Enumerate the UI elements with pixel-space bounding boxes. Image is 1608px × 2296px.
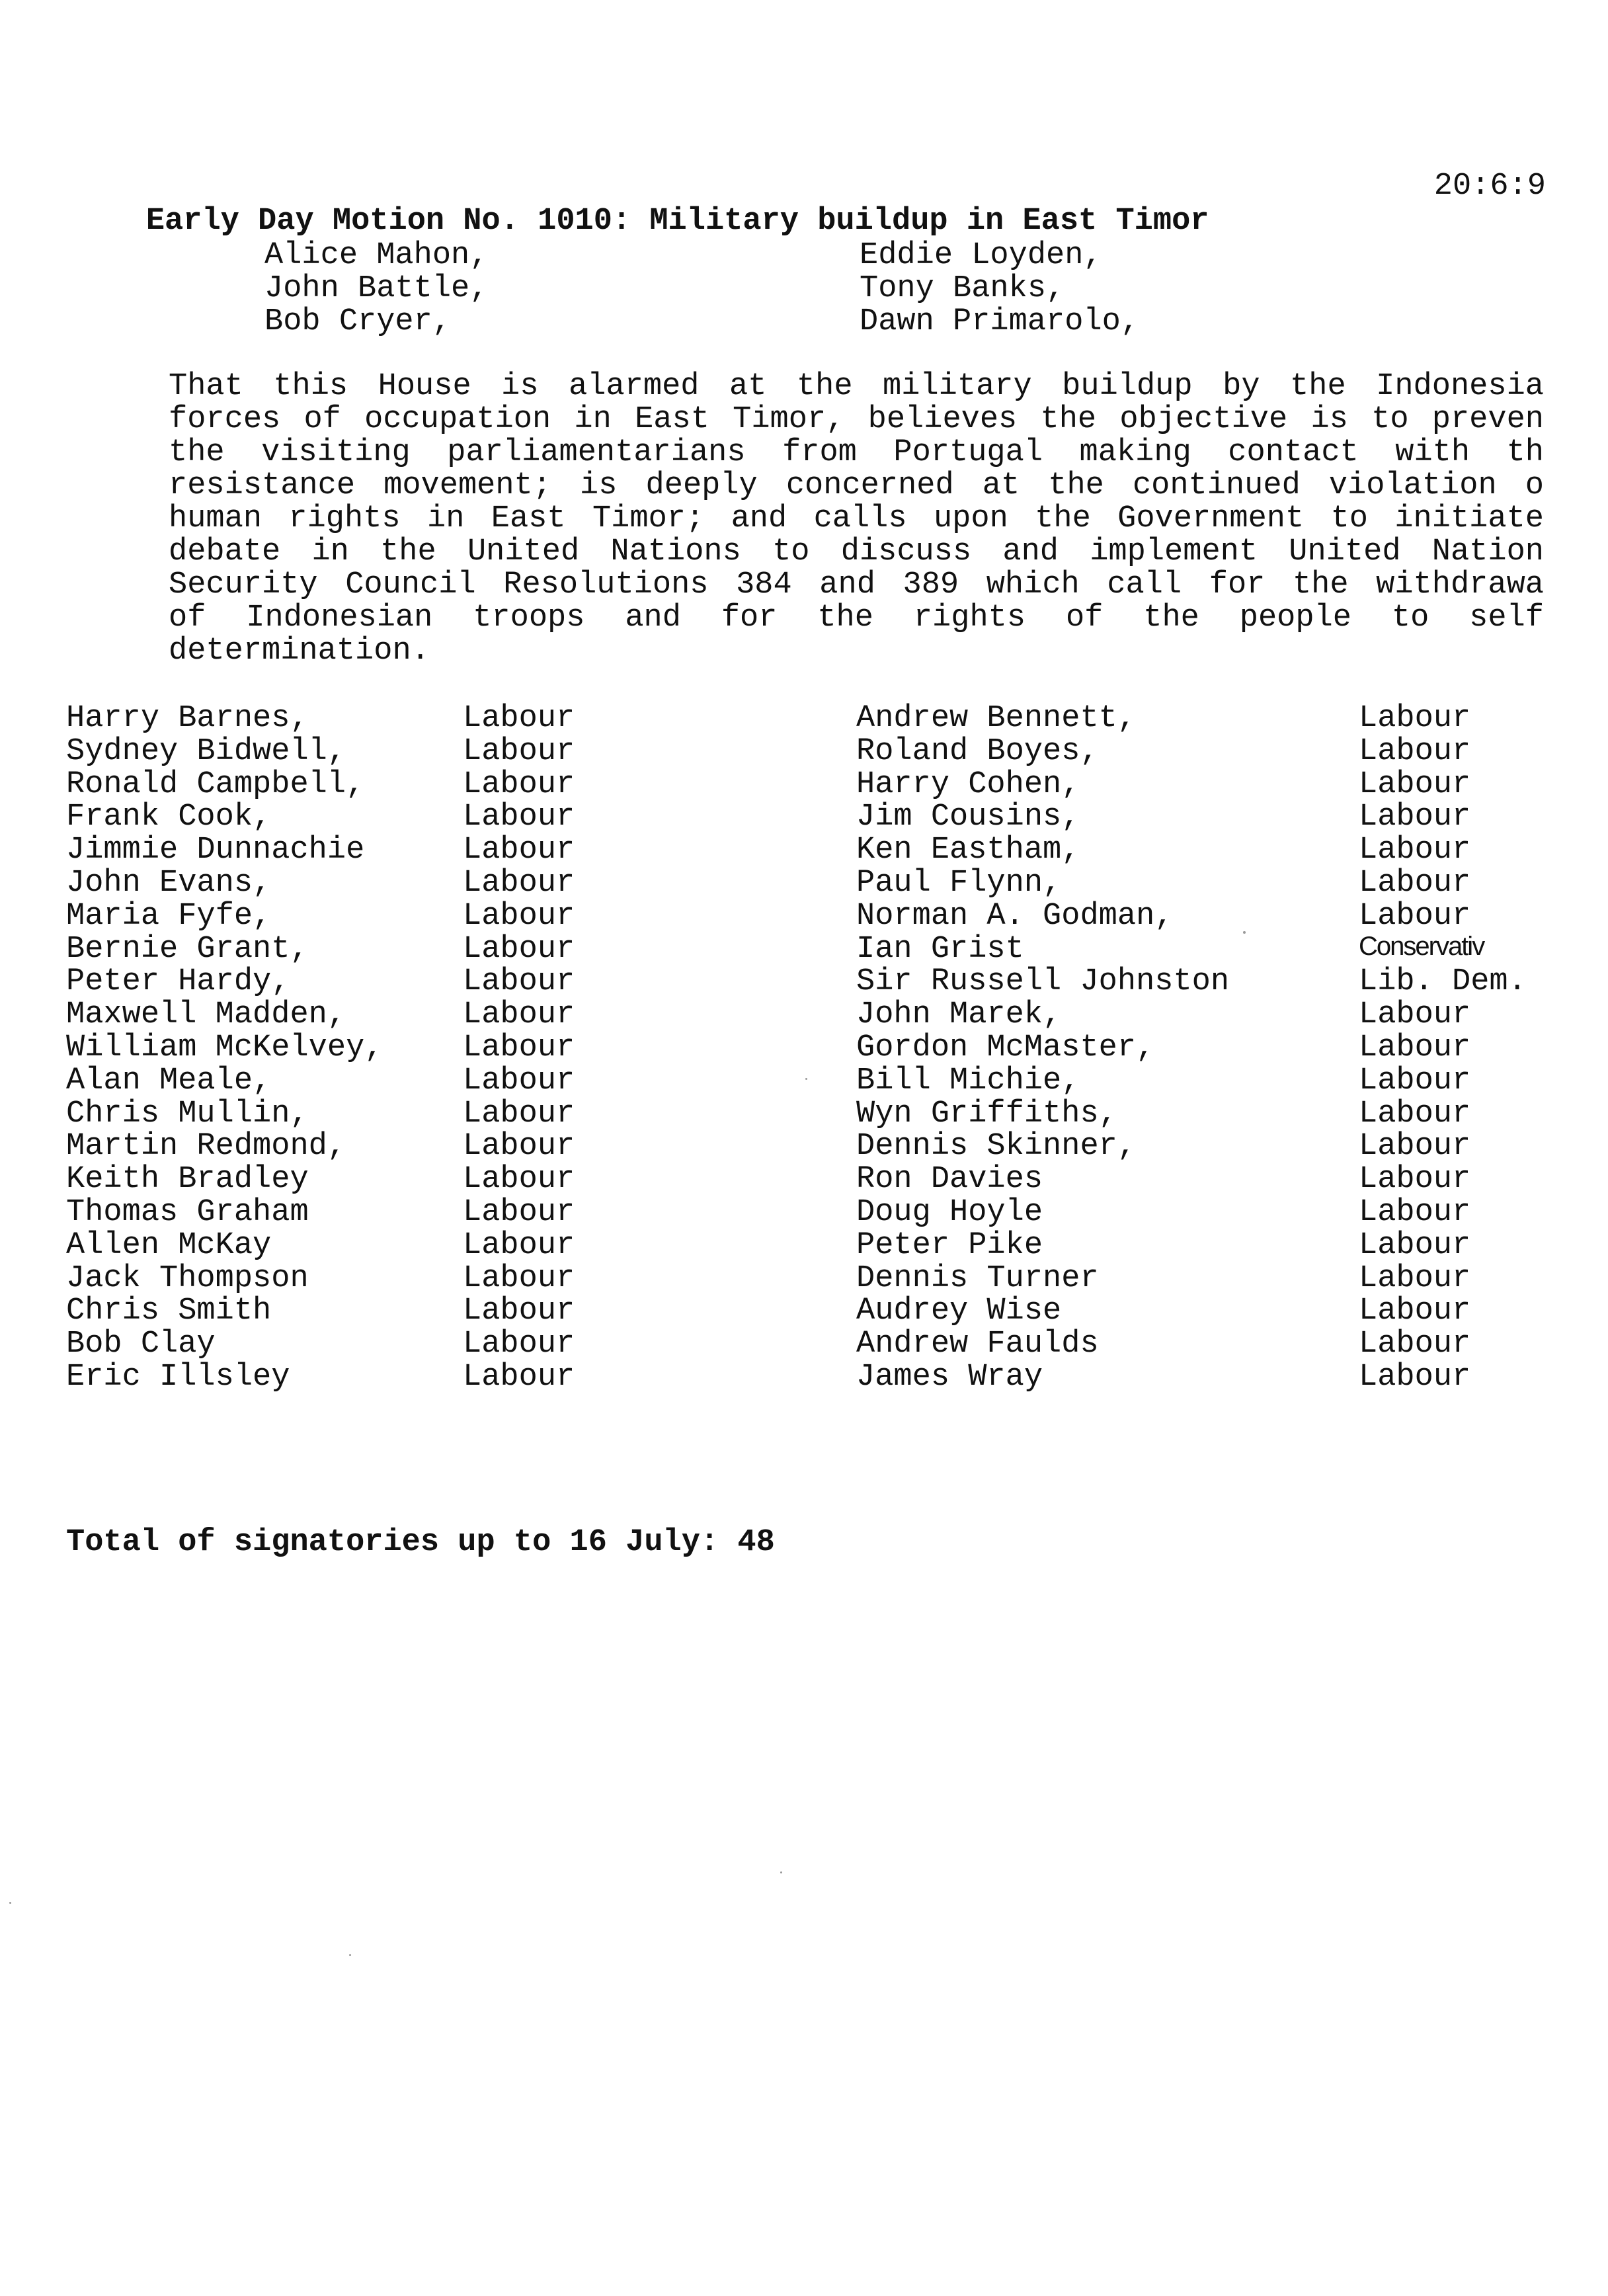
signatory-name: Dennis Skinner, xyxy=(856,1129,1137,1165)
signatory-name: Andrew Bennett, xyxy=(856,701,1137,736)
signatory-name: Chris Mullin, xyxy=(66,1096,309,1131)
signatory-party: Labour xyxy=(463,733,575,769)
signatory-party: Labour xyxy=(1359,1129,1471,1165)
table-row xyxy=(66,899,1547,932)
motion-line: That this House is alarmed at the military buildup by the Indonesia xyxy=(169,369,1544,404)
signatory-name: Jimmie Dunnachie xyxy=(66,833,365,868)
signatory-party: Labour xyxy=(463,1162,575,1198)
signatory-name: Norman A. Godman, xyxy=(856,898,1174,934)
signatory-party: Labour xyxy=(463,1194,575,1230)
motion-line: the visiting parliamentarians from Portugal making contact with th xyxy=(169,435,1544,470)
signatory-name: Bob Clay xyxy=(66,1327,216,1362)
signatory-name: Dennis Turner xyxy=(856,1260,1099,1296)
table-row xyxy=(66,964,1547,1000)
signatory-name: Alan Meale, xyxy=(66,1063,272,1098)
signatory-party: Labour xyxy=(463,964,575,1000)
signatory-party: Labour xyxy=(463,1129,575,1165)
signatory-name: Ian Grist xyxy=(856,931,1024,967)
signatory-name: Martin Redmond, xyxy=(66,1129,346,1165)
table-row xyxy=(66,1129,1547,1165)
table-row xyxy=(66,734,1547,767)
table-row xyxy=(66,866,1547,899)
motion-title: Early Day Motion No. 1010: Military buildup in East Timor xyxy=(145,204,1209,239)
motion-line: resistance movement; is deeply concerned at the continued violation o xyxy=(169,468,1544,503)
signatory-name: Thomas Graham xyxy=(66,1194,309,1230)
table-row xyxy=(66,1030,1547,1063)
scan-speck xyxy=(349,1954,351,1956)
signatory-party: Labour xyxy=(463,1096,575,1131)
signatory-party: Labour xyxy=(463,701,575,736)
signatory-name: Jack Thompson xyxy=(66,1260,309,1296)
table-row xyxy=(66,701,1547,734)
signatory-name: William McKelvey, xyxy=(66,1030,383,1065)
signatory-name: Harry Barnes, xyxy=(66,701,309,736)
signatory-party: Labour xyxy=(463,833,575,868)
signatory-party: Labour xyxy=(1359,865,1471,901)
sponsor-name: Bob Cryer, xyxy=(264,304,452,339)
signatory-party: Labour xyxy=(463,766,575,802)
signatory-name: Jim Cousins, xyxy=(856,800,1080,835)
signatory-party: Labour xyxy=(1359,1194,1471,1230)
signatory-party: Labour xyxy=(463,1260,575,1296)
signatory-party: Labour xyxy=(463,898,575,934)
table-row xyxy=(66,1360,1547,1393)
signatory-name: James Wray xyxy=(856,1359,1043,1395)
table-row xyxy=(66,932,1547,965)
motion-line: debate in the United Nations to discuss and implement United Nation xyxy=(169,534,1544,569)
motion-line: Security Council Resolutions 384 and 389 which call for the withdrawa xyxy=(169,567,1544,602)
signatory-name: Maxwell Madden, xyxy=(66,997,346,1033)
signatory-name: John Evans, xyxy=(66,865,272,901)
motion-line: determination. xyxy=(169,634,430,669)
signatory-name: Doug Hoyle xyxy=(856,1194,1043,1230)
signatory-party: Labour xyxy=(1359,1063,1471,1098)
reference-code: 20:6:9 xyxy=(1433,169,1546,204)
signatory-name: Andrew Faulds xyxy=(856,1327,1099,1362)
signatory-party: Labour xyxy=(463,1063,575,1098)
scan-speck xyxy=(9,1902,11,1904)
signatory-name: Maria Fyfe, xyxy=(66,898,272,934)
signatory-party: Labour xyxy=(1359,1227,1471,1263)
signatory-party: Labour xyxy=(463,1227,575,1263)
signatory-total: Total of signatories up to 16 July: 48 xyxy=(66,1525,775,1560)
signatory-name: Roland Boyes, xyxy=(856,733,1099,769)
signatory-party: Labour xyxy=(463,1359,575,1395)
signatory-party: Labour xyxy=(1359,800,1471,835)
signatory-name: Eric Illsley xyxy=(66,1359,290,1395)
signatories-table xyxy=(66,701,1547,1393)
signatory-name: John Marek, xyxy=(856,997,1062,1033)
table-row xyxy=(66,997,1547,1033)
table-row xyxy=(66,1293,1547,1327)
table-row xyxy=(66,1228,1547,1261)
signatory-name: Bill Michie, xyxy=(856,1063,1080,1098)
signatory-party: Labour xyxy=(463,1293,575,1329)
signatory-name: Allen McKay xyxy=(66,1227,272,1263)
signatory-party: Labour xyxy=(1359,1096,1471,1131)
signatory-party: Labour xyxy=(463,1030,575,1065)
scan-speck xyxy=(780,1871,782,1873)
signatory-party: Labour xyxy=(1359,833,1471,868)
sponsor-name: Alice Mahon, xyxy=(264,238,489,273)
signatory-name: Paul Flynn, xyxy=(856,865,1062,901)
sponsor-name: Eddie Loyden, xyxy=(860,238,1102,273)
signatory-name: Chris Smith xyxy=(66,1293,272,1329)
table-row xyxy=(66,1327,1547,1360)
signatory-party: Labour xyxy=(1359,1359,1471,1395)
table-row xyxy=(66,767,1547,800)
motion-line: of Indonesian troops and for the rights of the people to self xyxy=(169,600,1544,636)
signatory-name: Bernie Grant, xyxy=(66,931,309,967)
signatory-party: Conservativ xyxy=(1359,931,1484,961)
signatory-name: Peter Hardy, xyxy=(66,964,290,1000)
scan-speck xyxy=(1243,931,1246,934)
signatory-name: Ronald Campbell, xyxy=(66,766,365,802)
signatory-name: Frank Cook, xyxy=(66,800,272,835)
motion-line: forces of occupation in East Timor, believes the objective is to preven xyxy=(169,402,1544,437)
sponsor-name: Dawn Primarolo, xyxy=(860,304,1140,339)
signatory-party: Labour xyxy=(1359,1162,1471,1198)
signatory-name: Sir Russell Johnston xyxy=(856,964,1230,1000)
signatory-name: Sydney Bidwell, xyxy=(66,733,346,769)
signatory-party: Labour xyxy=(463,865,575,901)
motion-line: human rights in East Timor; and calls upon the Government to initiate xyxy=(169,501,1544,536)
signatory-name: Gordon McMaster, xyxy=(856,1030,1155,1065)
signatory-name: Keith Bradley xyxy=(66,1162,309,1198)
signatory-party: Labour xyxy=(463,997,575,1033)
table-row xyxy=(66,1096,1547,1129)
table-row xyxy=(66,800,1547,833)
table-row xyxy=(66,833,1547,866)
table-row xyxy=(66,1261,1547,1294)
signatory-party: Labour xyxy=(1359,733,1471,769)
signatory-party: Labour xyxy=(1359,1030,1471,1065)
signatory-party: Lib. Dem. xyxy=(1359,964,1527,1000)
signatory-party: Labour xyxy=(1359,1293,1471,1329)
signatory-name: Wyn Griffiths, xyxy=(856,1096,1117,1131)
signatory-party: Labour xyxy=(1359,701,1471,736)
scan-speck xyxy=(805,1078,807,1080)
signatory-party: Labour xyxy=(463,800,575,835)
motion-text xyxy=(169,370,1544,668)
signatory-party: Labour xyxy=(463,931,575,967)
signatory-name: Harry Cohen, xyxy=(856,766,1080,802)
sponsor-name: John Battle, xyxy=(264,271,489,306)
sponsors-left-column xyxy=(264,239,488,339)
signatory-name: Ron Davies xyxy=(856,1162,1043,1198)
table-row xyxy=(66,1162,1547,1198)
signatory-party: Labour xyxy=(463,1327,575,1362)
signatory-party: Labour xyxy=(1359,1327,1471,1362)
signatory-name: Peter Pike xyxy=(856,1227,1043,1263)
signatory-party: Labour xyxy=(1359,898,1471,934)
sponsor-name: Tony Banks, xyxy=(860,271,1065,306)
signatory-party: Labour xyxy=(1359,766,1471,802)
table-row xyxy=(66,1195,1547,1228)
signatory-name: Audrey Wise xyxy=(856,1293,1062,1329)
sponsors-right-column xyxy=(860,239,1139,339)
signatory-party: Labour xyxy=(1359,997,1471,1033)
signatory-party: Labour xyxy=(1359,1260,1471,1296)
signatory-name: Ken Eastham, xyxy=(856,833,1080,868)
